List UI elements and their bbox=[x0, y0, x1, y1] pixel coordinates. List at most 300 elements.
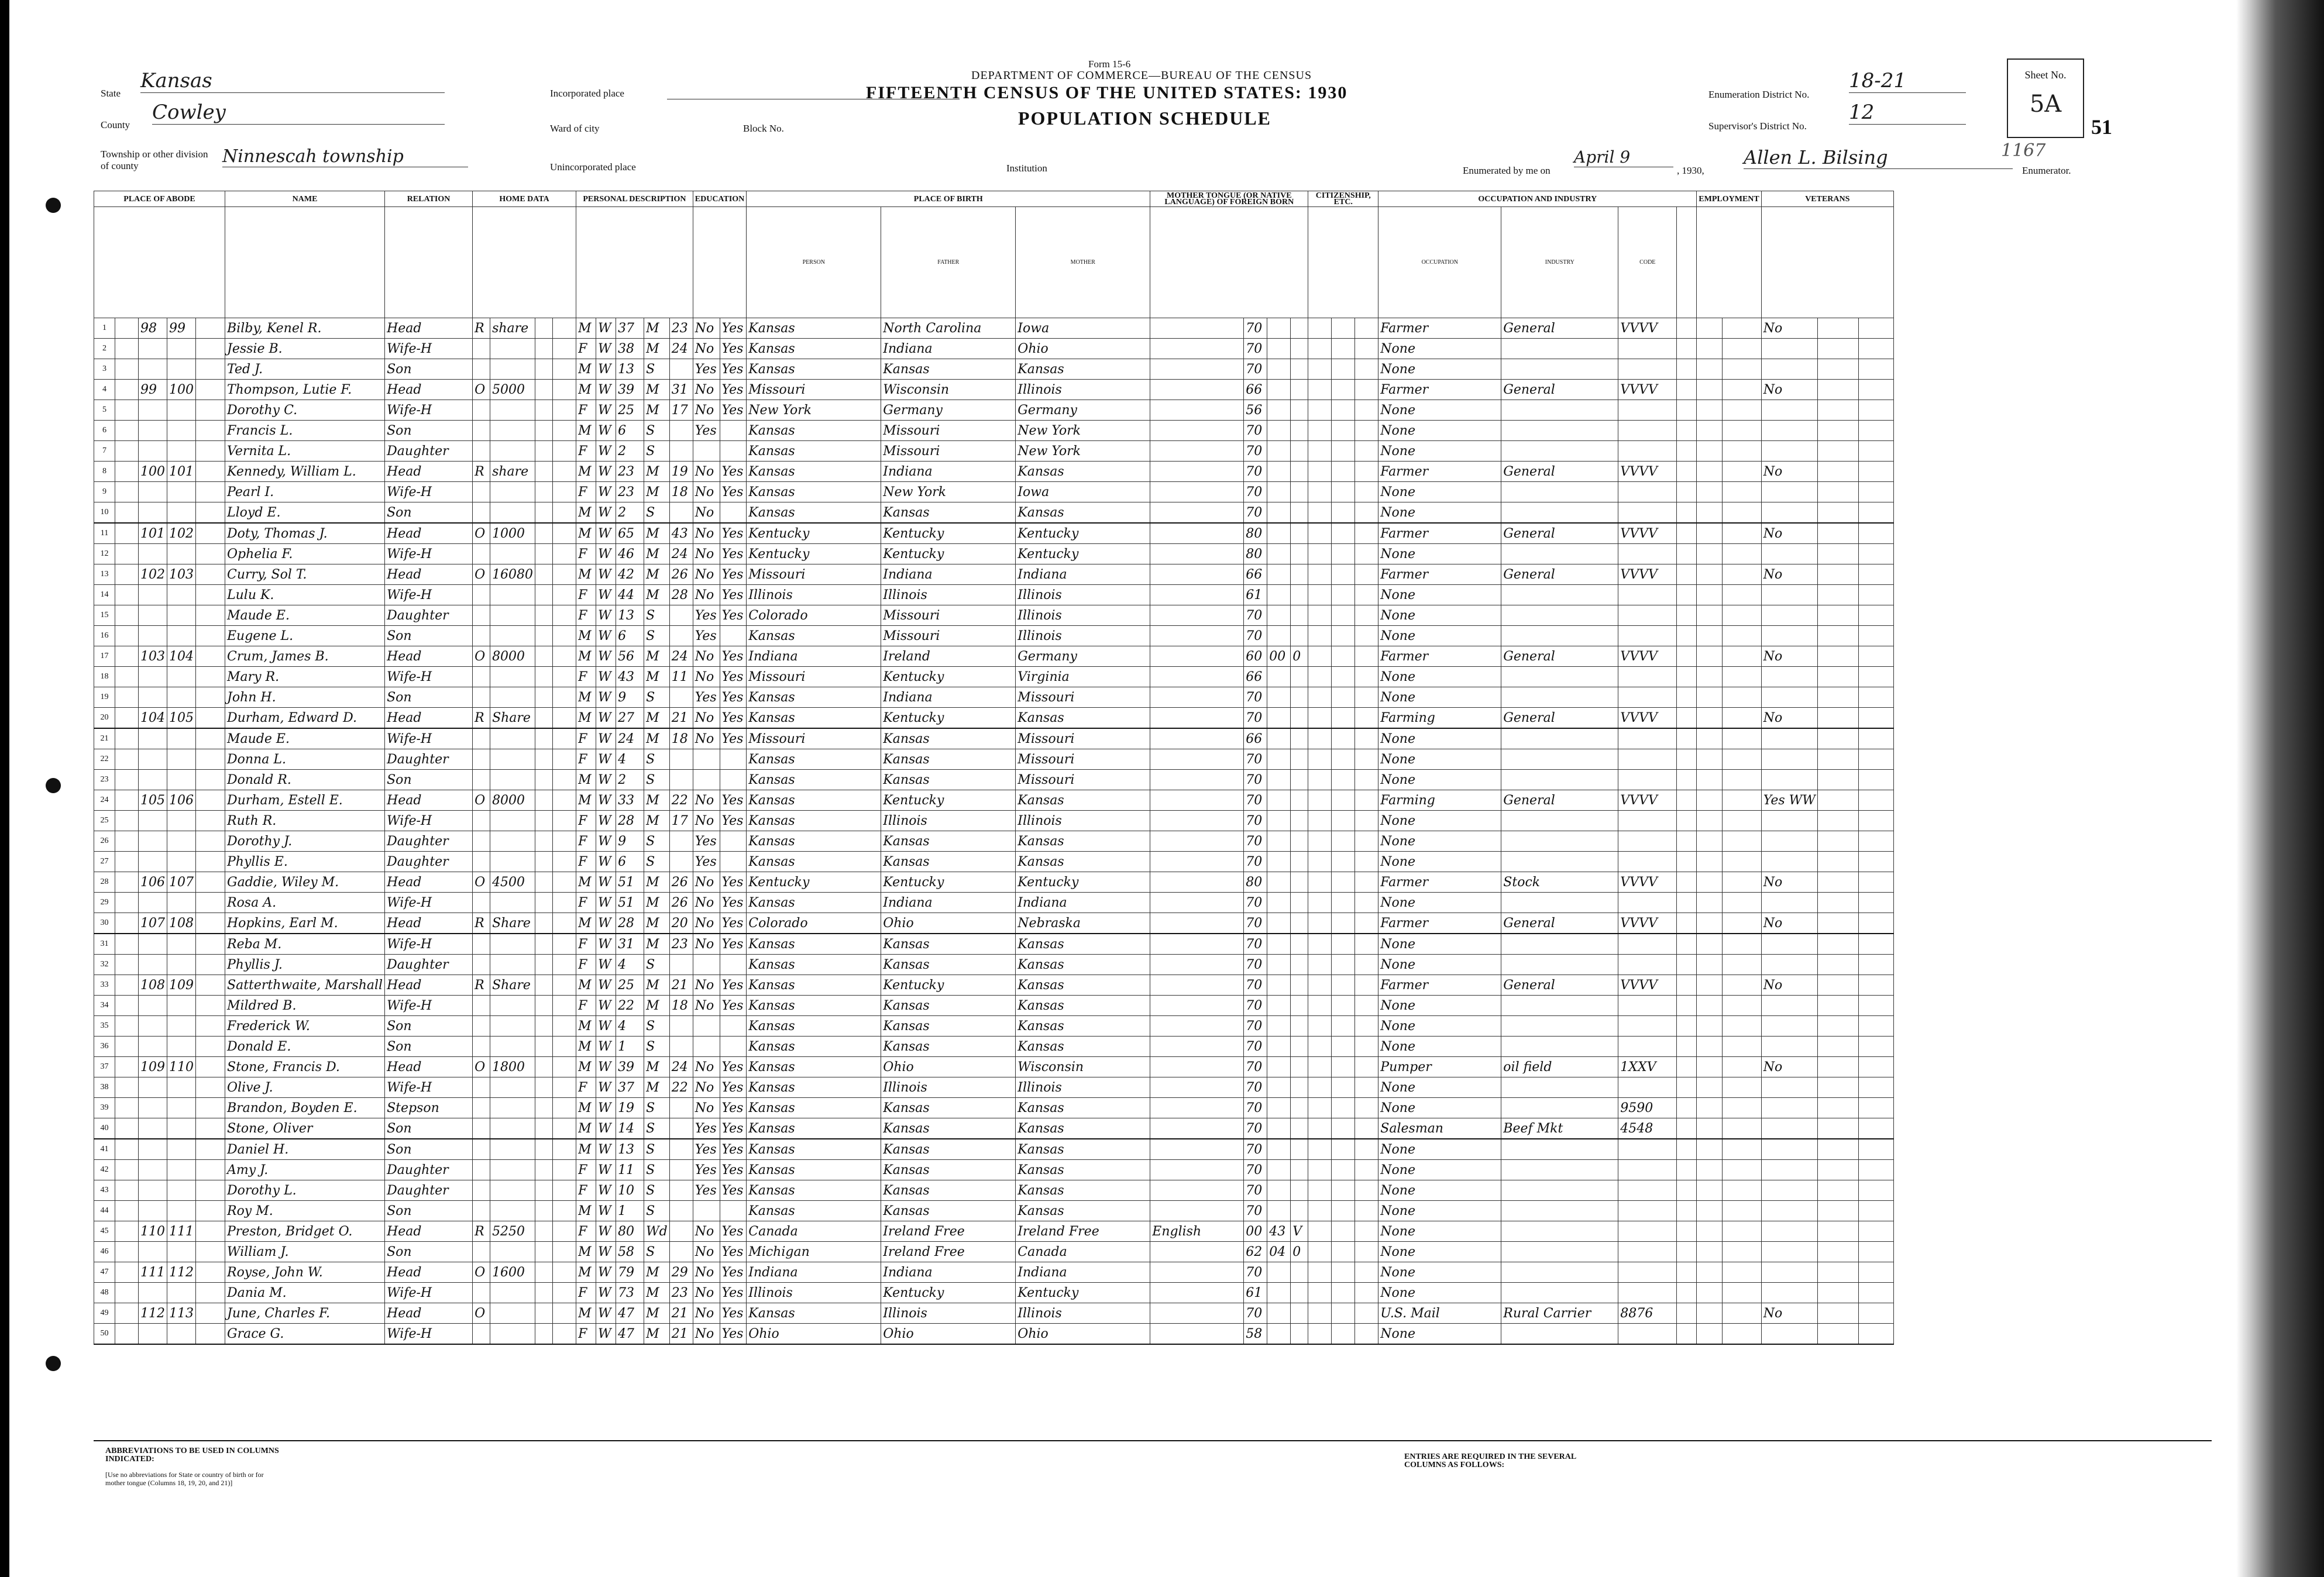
cell-am: 19 bbox=[669, 462, 693, 482]
cell-empty bbox=[115, 749, 139, 770]
tongue-subheads bbox=[1150, 207, 1308, 318]
cell-empty bbox=[1308, 708, 1332, 729]
cell-empty bbox=[1355, 1118, 1378, 1139]
cell-c1: 66 bbox=[1244, 667, 1267, 687]
cell-ind bbox=[1501, 687, 1618, 708]
cell-val: 5000 bbox=[490, 380, 535, 400]
cell-c2 bbox=[1267, 728, 1291, 749]
cell-empty bbox=[1308, 523, 1332, 544]
cell-mb: Missouri bbox=[1016, 770, 1150, 790]
cell-empty bbox=[1355, 482, 1378, 502]
cell-own: O bbox=[473, 1303, 490, 1324]
cell-name: William J. bbox=[225, 1242, 385, 1262]
cell-fb: Kentucky bbox=[881, 975, 1016, 996]
cell-empty bbox=[1858, 1242, 1893, 1262]
cell-ln: 3 bbox=[94, 359, 115, 380]
cell-empty bbox=[1332, 955, 1355, 975]
table-row bbox=[94, 790, 1894, 811]
cell-age: 80 bbox=[616, 1221, 644, 1242]
cell-empty bbox=[196, 523, 225, 544]
cell-empty bbox=[1697, 544, 1723, 564]
cell-name: June, Charles F. bbox=[225, 1303, 385, 1324]
cell-occ: None bbox=[1378, 1160, 1501, 1180]
cell-empty bbox=[1858, 605, 1893, 626]
group-veterans: VETERANS bbox=[1761, 191, 1893, 207]
cell-empty bbox=[1817, 831, 1858, 852]
cell-empty bbox=[1858, 749, 1893, 770]
cell-empty bbox=[1308, 1262, 1332, 1283]
cell-ms: M bbox=[644, 380, 670, 400]
cell-empty bbox=[1308, 318, 1332, 339]
cell-empty bbox=[1858, 893, 1893, 913]
cell-ms: S bbox=[644, 852, 670, 872]
cell-ms: S bbox=[644, 1016, 670, 1037]
cell-fb: Indiana bbox=[881, 687, 1016, 708]
cell-empty bbox=[553, 728, 576, 749]
cell-val bbox=[490, 502, 535, 524]
cell-pb: Kentucky bbox=[747, 523, 881, 544]
cell-empty bbox=[196, 1098, 225, 1118]
cell-c2 bbox=[1267, 544, 1291, 564]
cell-sch: No bbox=[693, 934, 720, 955]
cell-name: Eugene L. bbox=[225, 626, 385, 646]
cell-rel: Wife-H bbox=[385, 893, 473, 913]
cell-empty bbox=[1355, 1324, 1378, 1345]
cell-empty bbox=[115, 1118, 139, 1139]
cell-pb: New York bbox=[747, 400, 881, 421]
cell-empty bbox=[1697, 1160, 1723, 1180]
cell-ind: General bbox=[1501, 523, 1618, 544]
cell-pb: Kansas bbox=[747, 462, 881, 482]
cell-val bbox=[490, 667, 535, 687]
cell-empty bbox=[1308, 1221, 1332, 1242]
cell-am: 22 bbox=[669, 790, 693, 811]
cell-fam bbox=[167, 955, 196, 975]
cell-sch: No bbox=[693, 1242, 720, 1262]
cell-tongue bbox=[1150, 1324, 1244, 1345]
cell-occ: None bbox=[1378, 626, 1501, 646]
cell-rel: Son bbox=[385, 502, 473, 524]
cell-empty bbox=[1817, 728, 1858, 749]
cell-empty bbox=[1858, 955, 1893, 975]
cell-name: Dorothy C. bbox=[225, 400, 385, 421]
cell-occ: None bbox=[1378, 1139, 1501, 1160]
cell-empty bbox=[1723, 728, 1761, 749]
cell-empty bbox=[1817, 626, 1858, 646]
cell-empty bbox=[1723, 1098, 1761, 1118]
cell-vet bbox=[1761, 1118, 1817, 1139]
cell-c1: 70 bbox=[1244, 1201, 1267, 1221]
cell-vet bbox=[1761, 605, 1817, 626]
cell-pb: Kansas bbox=[747, 770, 881, 790]
supervisor-label: Supervisor's District No. bbox=[1708, 120, 1807, 132]
cell-rd: Yes bbox=[720, 872, 747, 893]
cell-empty bbox=[1723, 1037, 1761, 1057]
cell-fam bbox=[167, 421, 196, 441]
supervisor-value: 12 bbox=[1849, 101, 1966, 125]
cell-name: Stone, Oliver bbox=[225, 1118, 385, 1139]
cell-fb: Kentucky bbox=[881, 544, 1016, 564]
cell-empty bbox=[1858, 339, 1893, 359]
cell-cd: VVVV bbox=[1618, 872, 1677, 893]
cell-pb: Kansas bbox=[747, 339, 881, 359]
cell-rel: Wife-H bbox=[385, 1077, 473, 1098]
cell-empty bbox=[535, 523, 553, 544]
cell-ln: 6 bbox=[94, 421, 115, 441]
abbrev-title: ABBREVIATIONS TO BE USED IN COLUMNS INDICATED: bbox=[105, 1447, 279, 1464]
cell-empty bbox=[535, 687, 553, 708]
cell-empty bbox=[535, 1057, 553, 1077]
cell-name: Kennedy, William L. bbox=[225, 462, 385, 482]
cell-c2: 04 bbox=[1267, 1242, 1291, 1262]
cell-empty bbox=[535, 1098, 553, 1118]
cell-name: Satterthwaite, Marshall bbox=[225, 975, 385, 996]
cell-occ: None bbox=[1378, 1180, 1501, 1201]
cell-sch: Yes bbox=[693, 1180, 720, 1201]
cell-race: W bbox=[596, 1262, 616, 1283]
cell-empty bbox=[196, 667, 225, 687]
cell-tongue bbox=[1150, 955, 1244, 975]
cell-empty bbox=[1723, 770, 1761, 790]
cell-pb: Missouri bbox=[747, 380, 881, 400]
cell-sex: F bbox=[576, 1180, 596, 1201]
cell-c2 bbox=[1267, 1303, 1291, 1324]
cell-pb: Kansas bbox=[747, 1118, 881, 1139]
cell-c2 bbox=[1267, 975, 1291, 996]
cell-empty bbox=[1308, 749, 1332, 770]
cell-sch: Yes bbox=[693, 1118, 720, 1139]
cell-c2 bbox=[1267, 1160, 1291, 1180]
cell-empty bbox=[553, 441, 576, 462]
cell-ind bbox=[1501, 421, 1618, 441]
cell-am bbox=[669, 421, 693, 441]
cell-empty bbox=[553, 1201, 576, 1221]
cell-empty bbox=[1817, 687, 1858, 708]
veterans-subheads bbox=[1761, 207, 1893, 318]
cell-mb: Kansas bbox=[1016, 1118, 1150, 1139]
cell-ln: 39 bbox=[94, 1098, 115, 1118]
cell-fam bbox=[167, 1016, 196, 1037]
cell-ln: 9 bbox=[94, 482, 115, 502]
cell-empty bbox=[115, 523, 139, 544]
cell-empty bbox=[535, 462, 553, 482]
table-row bbox=[94, 646, 1894, 667]
enumerator-name: Allen L. Bilsing bbox=[1744, 146, 2013, 169]
cell-c2 bbox=[1267, 1057, 1291, 1077]
cell-empty bbox=[535, 421, 553, 441]
cell-pb: Kansas bbox=[747, 749, 881, 770]
cell-c2 bbox=[1267, 1037, 1291, 1057]
cell-empty bbox=[1723, 544, 1761, 564]
cell-empty bbox=[1308, 728, 1332, 749]
cell-empty bbox=[196, 441, 225, 462]
cell-empty bbox=[1308, 441, 1332, 462]
cell-sex: M bbox=[576, 421, 596, 441]
table-row bbox=[94, 502, 1894, 524]
cell-dw bbox=[139, 544, 167, 564]
cell-empty bbox=[1697, 1118, 1723, 1139]
cell-empty bbox=[115, 913, 139, 934]
cell-fam bbox=[167, 1098, 196, 1118]
cell-c3 bbox=[1291, 605, 1308, 626]
cell-sch: No bbox=[693, 564, 720, 585]
cell-val: 5250 bbox=[490, 1221, 535, 1242]
cell-name: Royse, John W. bbox=[225, 1262, 385, 1283]
cell-age: 14 bbox=[616, 1118, 644, 1139]
cell-pb: Kansas bbox=[747, 955, 881, 975]
cell-name: Thompson, Lutie F. bbox=[225, 380, 385, 400]
cell-empty bbox=[1817, 811, 1858, 831]
cell-vet bbox=[1761, 1221, 1817, 1242]
cell-sch: No bbox=[693, 667, 720, 687]
cell-own bbox=[473, 421, 490, 441]
cell-c3 bbox=[1291, 687, 1308, 708]
cell-fam bbox=[167, 1160, 196, 1180]
cell-empty bbox=[1858, 687, 1893, 708]
cell-ms: M bbox=[644, 318, 670, 339]
cell-empty bbox=[1355, 1201, 1378, 1221]
cell-c3 bbox=[1291, 790, 1308, 811]
cell-vet: No bbox=[1761, 1303, 1817, 1324]
cell-ms: M bbox=[644, 913, 670, 934]
cell-vet bbox=[1761, 1242, 1817, 1262]
cell-vet bbox=[1761, 1160, 1817, 1180]
cell-empty bbox=[1308, 1180, 1332, 1201]
cell-rel: Daughter bbox=[385, 441, 473, 462]
cell-c2 bbox=[1267, 708, 1291, 729]
cell-ln: 36 bbox=[94, 1037, 115, 1057]
cell-empty bbox=[1817, 955, 1858, 975]
cell-race: W bbox=[596, 544, 616, 564]
cell-ind bbox=[1501, 852, 1618, 872]
cell-name: Gaddie, Wiley M. bbox=[225, 872, 385, 893]
cell-tongue bbox=[1150, 441, 1244, 462]
cell-fb: Indiana bbox=[881, 1262, 1016, 1283]
cell-own bbox=[473, 1180, 490, 1201]
cell-empty bbox=[1332, 462, 1355, 482]
cell-empty bbox=[1858, 1016, 1893, 1037]
table-row bbox=[94, 339, 1894, 359]
cell-cd: VVVV bbox=[1618, 646, 1677, 667]
cell-own: O bbox=[473, 523, 490, 544]
state-value: Kansas bbox=[140, 69, 445, 93]
cell-empty bbox=[1308, 544, 1332, 564]
cell-empty bbox=[553, 605, 576, 626]
cell-empty bbox=[1817, 1139, 1858, 1160]
cell-age: 58 bbox=[616, 1242, 644, 1262]
cell-tongue bbox=[1150, 523, 1244, 544]
cell-c3 bbox=[1291, 872, 1308, 893]
cell-dw: 98 bbox=[139, 318, 167, 339]
cell-name: Stone, Francis D. bbox=[225, 1057, 385, 1077]
cell-sex: F bbox=[576, 749, 596, 770]
cell-am bbox=[669, 831, 693, 852]
cell-c3 bbox=[1291, 975, 1308, 996]
cell-rel: Head bbox=[385, 1303, 473, 1324]
cell-empty bbox=[1723, 502, 1761, 524]
cell-fb: Missouri bbox=[881, 605, 1016, 626]
citizenship-subheads bbox=[1308, 207, 1378, 318]
cell-c3 bbox=[1291, 626, 1308, 646]
cell-fb: Illinois bbox=[881, 1077, 1016, 1098]
cell-c1: 70 bbox=[1244, 359, 1267, 380]
cell-empty bbox=[1858, 1221, 1893, 1242]
cell-rel: Head bbox=[385, 523, 473, 544]
cell-tongue bbox=[1150, 1057, 1244, 1077]
cell-occ: None bbox=[1378, 1201, 1501, 1221]
cell-empty bbox=[1677, 1118, 1697, 1139]
cell-empty bbox=[1355, 380, 1378, 400]
cell-pb: Kansas bbox=[747, 831, 881, 852]
cell-fb: Kansas bbox=[881, 831, 1016, 852]
col-head-father: FATHER bbox=[881, 207, 1016, 318]
cell-am: 17 bbox=[669, 400, 693, 421]
cell-empty bbox=[1817, 1242, 1858, 1262]
cell-empty bbox=[115, 1057, 139, 1077]
cell-empty bbox=[1858, 1180, 1893, 1201]
cell-empty bbox=[1355, 770, 1378, 790]
cell-empty bbox=[535, 1037, 553, 1057]
cell-rd: Yes bbox=[720, 1180, 747, 1201]
cell-c3 bbox=[1291, 1016, 1308, 1037]
cell-rel: Daughter bbox=[385, 749, 473, 770]
cell-empty bbox=[115, 462, 139, 482]
cell-fb: Wisconsin bbox=[881, 380, 1016, 400]
cell-dw bbox=[139, 421, 167, 441]
cell-age: 33 bbox=[616, 790, 644, 811]
cell-rd: Yes bbox=[720, 934, 747, 955]
cell-dw bbox=[139, 1118, 167, 1139]
cell-empty bbox=[553, 523, 576, 544]
cell-fam bbox=[167, 749, 196, 770]
cell-own bbox=[473, 749, 490, 770]
cell-race: W bbox=[596, 359, 616, 380]
cell-empty bbox=[553, 544, 576, 564]
cell-occ: None bbox=[1378, 811, 1501, 831]
table-row bbox=[94, 1262, 1894, 1283]
cell-mb: Missouri bbox=[1016, 687, 1150, 708]
cell-own bbox=[473, 1098, 490, 1118]
cell-tongue bbox=[1150, 1077, 1244, 1098]
cell-ln: 30 bbox=[94, 913, 115, 934]
cell-empty bbox=[1308, 564, 1332, 585]
cell-empty bbox=[1697, 564, 1723, 585]
cell-empty bbox=[1697, 1016, 1723, 1037]
cell-empty bbox=[535, 934, 553, 955]
cell-empty bbox=[1858, 318, 1893, 339]
incorporated-label: Incorporated place bbox=[550, 88, 624, 99]
cell-pb: Kansas bbox=[747, 934, 881, 955]
cell-empty bbox=[1677, 872, 1697, 893]
cell-rd: Yes bbox=[720, 359, 747, 380]
cell-vet bbox=[1761, 339, 1817, 359]
cell-tongue bbox=[1150, 339, 1244, 359]
cell-vet: No bbox=[1761, 318, 1817, 339]
cell-empty bbox=[196, 1139, 225, 1160]
cell-fb: Kansas bbox=[881, 1160, 1016, 1180]
cell-sex: F bbox=[576, 339, 596, 359]
cell-sex: M bbox=[576, 626, 596, 646]
table-row bbox=[94, 770, 1894, 790]
cell-val bbox=[490, 421, 535, 441]
cell-fam: 111 bbox=[167, 1221, 196, 1242]
cell-empty bbox=[1858, 1098, 1893, 1118]
cell-rd: Yes bbox=[720, 1098, 747, 1118]
cell-fam: 109 bbox=[167, 975, 196, 996]
cell-ms: M bbox=[644, 1077, 670, 1098]
cell-sex: M bbox=[576, 1262, 596, 1283]
cell-empty bbox=[1355, 1221, 1378, 1242]
cell-empty bbox=[1723, 1201, 1761, 1221]
cell-dw: 112 bbox=[139, 1303, 167, 1324]
cell-empty bbox=[553, 626, 576, 646]
cell-age: 1 bbox=[616, 1037, 644, 1057]
cell-am: 28 bbox=[669, 585, 693, 605]
cell-empty bbox=[115, 728, 139, 749]
cell-empty bbox=[1723, 1077, 1761, 1098]
cell-sex: M bbox=[576, 1016, 596, 1037]
cell-c1: 66 bbox=[1244, 564, 1267, 585]
cell-age: 22 bbox=[616, 996, 644, 1016]
cell-tongue bbox=[1150, 1098, 1244, 1118]
incorporated-line bbox=[667, 98, 960, 99]
cell-empty bbox=[1858, 667, 1893, 687]
cell-empty bbox=[115, 1221, 139, 1242]
cell-dw bbox=[139, 955, 167, 975]
cell-sch: No bbox=[693, 790, 720, 811]
cell-empty bbox=[1677, 626, 1697, 646]
cell-fb: Kansas bbox=[881, 996, 1016, 1016]
cell-c1: 70 bbox=[1244, 934, 1267, 955]
cell-rd bbox=[720, 749, 747, 770]
cell-cd bbox=[1618, 1242, 1677, 1262]
group-relation: RELATION bbox=[385, 191, 473, 207]
cell-empty bbox=[1817, 1221, 1858, 1242]
cell-pb: Missouri bbox=[747, 564, 881, 585]
cell-dw bbox=[139, 339, 167, 359]
cell-rd: Yes bbox=[720, 646, 747, 667]
cell-rel: Wife-H bbox=[385, 811, 473, 831]
cell-cd bbox=[1618, 359, 1677, 380]
table-row bbox=[94, 1160, 1894, 1180]
cell-rel: Wife-H bbox=[385, 728, 473, 749]
cell-sex: M bbox=[576, 1098, 596, 1118]
cell-own: O bbox=[473, 1057, 490, 1077]
cell-occ: Farmer bbox=[1378, 564, 1501, 585]
cell-empty bbox=[115, 400, 139, 421]
cell-empty bbox=[115, 934, 139, 955]
cell-empty bbox=[1697, 626, 1723, 646]
cell-tongue bbox=[1150, 831, 1244, 852]
cell-empty bbox=[1355, 852, 1378, 872]
cell-val: 1000 bbox=[490, 523, 535, 544]
cell-mb: Illinois bbox=[1016, 811, 1150, 831]
cell-fam: 105 bbox=[167, 708, 196, 729]
cell-ms: S bbox=[644, 749, 670, 770]
cell-am bbox=[669, 1180, 693, 1201]
cell-mb: Missouri bbox=[1016, 749, 1150, 770]
cell-c1: 70 bbox=[1244, 421, 1267, 441]
cell-occ: None bbox=[1378, 441, 1501, 462]
cell-sex: F bbox=[576, 441, 596, 462]
cell-rd: Yes bbox=[720, 339, 747, 359]
cell-rd bbox=[720, 852, 747, 872]
cell-empty bbox=[1817, 421, 1858, 441]
cell-own bbox=[473, 893, 490, 913]
cell-am: 18 bbox=[669, 482, 693, 502]
cell-empty bbox=[115, 1303, 139, 1324]
cell-occ: None bbox=[1378, 1283, 1501, 1303]
